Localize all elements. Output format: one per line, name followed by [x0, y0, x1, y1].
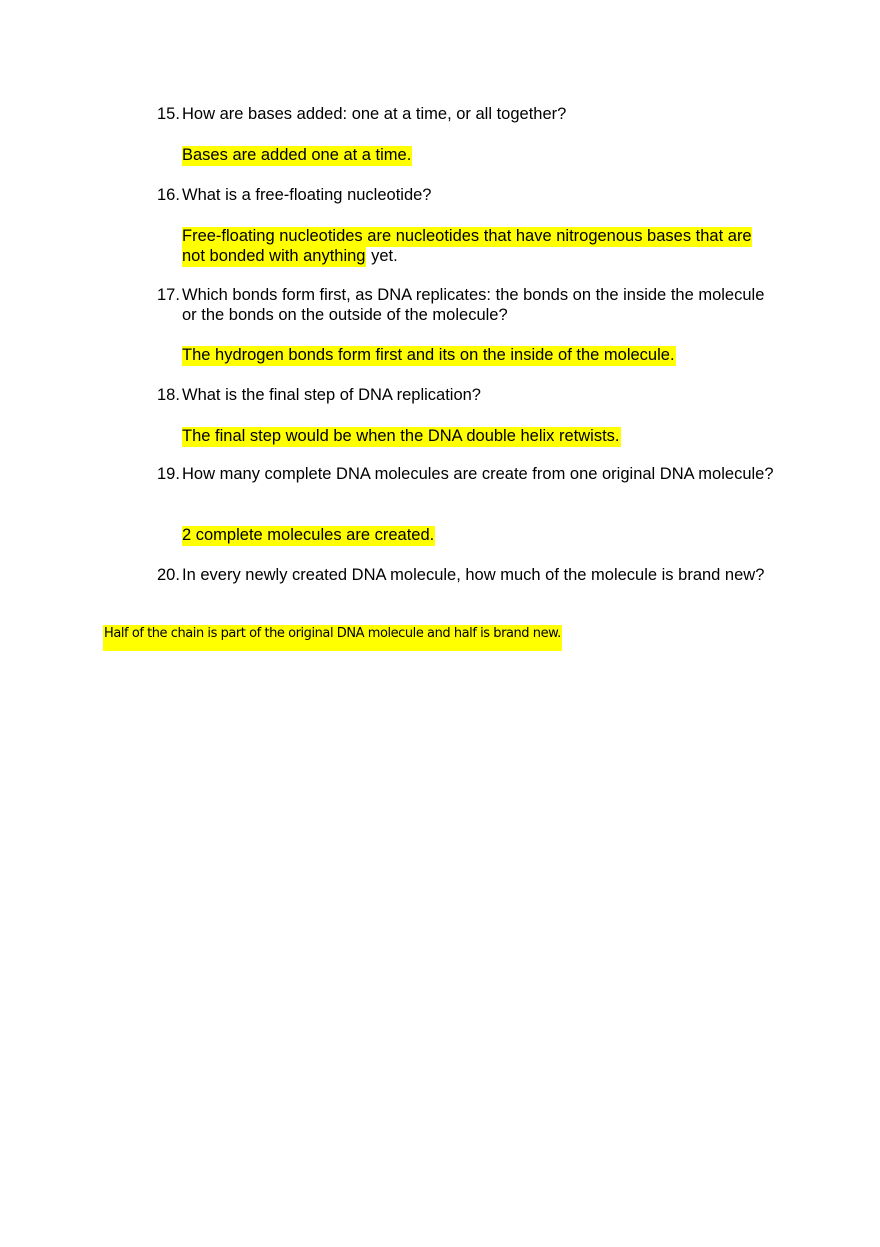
highlighted-answer: 2 complete molecules are created. — [182, 526, 435, 544]
highlighted-answer: Free-floating nucleotides are nucleotides that have nitrogenous bases that are not bonded with anything — [182, 227, 752, 265]
question-text: What is a free-floating nucleotide? — [182, 186, 432, 204]
question-text: In every newly created DNA molecule, how much of the molecule is brand new? — [182, 566, 765, 584]
question-number: 16. — [157, 186, 180, 204]
answer-20 — [103, 625, 562, 651]
question-19 — [157, 464, 777, 484]
answer-17 — [182, 345, 778, 365]
question-17 — [157, 285, 777, 325]
highlighted-answer: The hydrogen bonds form first and its on the inside of the molecule. — [182, 346, 675, 364]
question-18 — [157, 385, 777, 405]
answer-18 — [182, 426, 778, 446]
question-text: Which bonds form first, as DNA replicates: the bonds on the inside the molecule or the bonds on the outside of the molecule? — [182, 286, 765, 324]
question-16 — [157, 185, 777, 205]
question-text: What is the final step of DNA replication? — [182, 386, 481, 404]
question-number: 19. — [157, 465, 180, 483]
highlighted-answer: The final step would be when the DNA double helix retwists. — [182, 427, 620, 445]
highlighted-answer: Half of the chain is part of the original DNA molecule and half is brand new. — [103, 625, 562, 651]
question-number: 17. — [157, 286, 180, 304]
question-20 — [157, 565, 777, 585]
question-number: 15. — [157, 105, 180, 123]
answer-plain-text: yet. — [366, 247, 398, 265]
question-15 — [157, 104, 777, 124]
question-text: How many complete DNA molecules are create from one original DNA molecule? — [182, 465, 774, 483]
question-number: 18. — [157, 386, 180, 404]
question-number: 20. — [157, 566, 180, 584]
question-text: How are bases added: one at a time, or all together? — [182, 105, 567, 123]
answer-16 — [182, 226, 778, 266]
highlighted-answer: Bases are added one at a time. — [182, 146, 412, 164]
answer-19 — [182, 525, 778, 545]
answer-15 — [182, 145, 778, 165]
